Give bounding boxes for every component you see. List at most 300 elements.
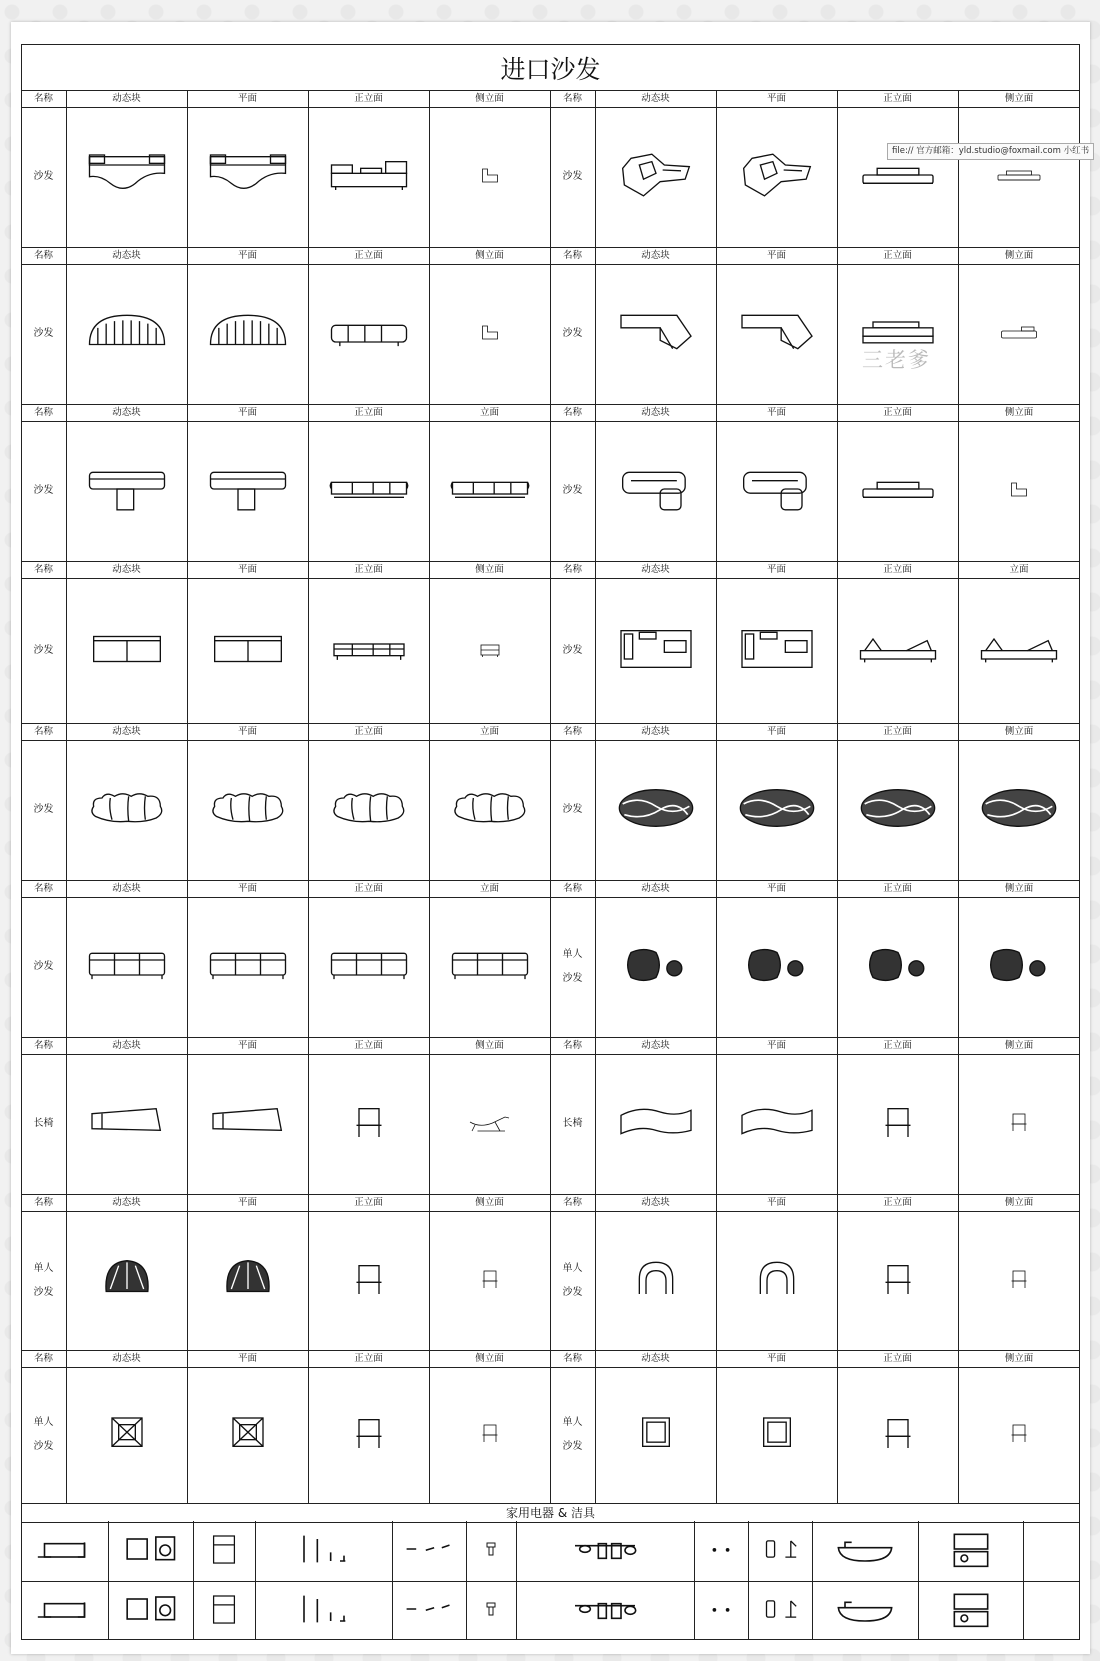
drawing-cell[interactable] xyxy=(429,578,550,723)
column-header: 动态块 xyxy=(112,407,141,418)
drawing-cell[interactable] xyxy=(308,1367,429,1503)
column-header: 名称 xyxy=(33,407,53,418)
low-sofa-side-icon xyxy=(994,160,1044,194)
organic-sofa-plan-icon xyxy=(735,150,819,204)
column-header: 动态块 xyxy=(112,564,141,575)
column-header: 平面 xyxy=(766,1197,786,1208)
drawing-cell[interactable] xyxy=(429,897,550,1037)
column-header: 正立面 xyxy=(883,726,912,737)
chaise-sofa-side-icon xyxy=(994,317,1044,351)
drawing-cell[interactable] xyxy=(716,421,837,561)
drawing-cell[interactable] xyxy=(66,107,187,247)
basin-icon xyxy=(825,1589,905,1633)
drawing-cell[interactable] xyxy=(716,897,837,1037)
urinal-icon xyxy=(699,1529,743,1573)
cloud-sofa-front-icon xyxy=(327,783,411,837)
column-header: 侧立面 xyxy=(1004,93,1034,104)
refrigerator-icon xyxy=(198,1589,250,1633)
undefined xyxy=(1028,1529,1075,1573)
cube-chair-plan-icon xyxy=(735,1408,819,1462)
drawing-cell[interactable] xyxy=(595,578,716,723)
shell-chair-plan-icon xyxy=(85,1254,169,1308)
platform-sofa-plan-icon xyxy=(735,624,819,678)
column-header: 动态块 xyxy=(641,250,670,261)
column-header: 正立面 xyxy=(354,250,383,261)
appliance-cell[interactable] xyxy=(255,1582,392,1640)
appliance-cell[interactable] xyxy=(516,1521,694,1581)
column-header: 名称 xyxy=(33,93,53,104)
column-header: 动态块 xyxy=(641,93,670,104)
washing-machine-icon xyxy=(113,1529,188,1573)
appliance-cell[interactable] xyxy=(108,1521,193,1581)
platform-sofa-front-icon xyxy=(856,624,940,678)
watermark: 三老爹 xyxy=(862,348,931,372)
drawing-cell[interactable] xyxy=(308,740,429,880)
column-header: 侧立面 xyxy=(1004,1040,1034,1051)
column-header: 名称 xyxy=(33,883,53,894)
column-header: 立面 xyxy=(479,726,499,737)
sectional-sofa-plan-icon xyxy=(206,464,290,518)
cloud-sofa-plan-icon xyxy=(85,783,169,837)
washing-machine-icon xyxy=(113,1589,188,1633)
drawing-cell[interactable] xyxy=(429,264,550,404)
column-header: 名称 xyxy=(562,564,582,575)
drawing-cell[interactable] xyxy=(958,897,1080,1037)
column-header: 正立面 xyxy=(883,1040,912,1051)
shell-chair-front-icon xyxy=(327,1254,411,1308)
armchair-pouf-side-icon xyxy=(977,940,1061,994)
column-header: 动态块 xyxy=(641,1353,670,1364)
item-name: 沙发 xyxy=(562,804,583,815)
column-header: 正立面 xyxy=(354,1197,383,1208)
drawing-cell[interactable] xyxy=(837,1054,958,1194)
box-sofa-plan-icon xyxy=(85,624,169,678)
column-header: 正立面 xyxy=(883,883,912,894)
three-seat-sofa-plan-icon xyxy=(85,940,169,994)
column-header: 平面 xyxy=(237,1040,257,1051)
column-header: 名称 xyxy=(562,1353,582,1364)
tub-chair-front-icon xyxy=(856,1254,940,1308)
appliance-cell[interactable] xyxy=(392,1582,466,1640)
faucet-icon xyxy=(284,1529,364,1573)
appliance-cell[interactable] xyxy=(193,1582,255,1640)
drawing-cell[interactable] xyxy=(429,421,550,561)
arch-chair-plan-icon xyxy=(614,1254,698,1308)
column-header: 正立面 xyxy=(883,1197,912,1208)
armchair-front-icon xyxy=(856,940,940,994)
item-name: 单人 沙发 xyxy=(33,1417,54,1452)
faucet-icon xyxy=(284,1589,364,1633)
corner-sofa-plan-icon xyxy=(614,464,698,518)
cabinet-icon xyxy=(931,1589,1011,1633)
drawing-cell[interactable] xyxy=(958,1367,1080,1503)
item-name: 沙发 xyxy=(562,171,583,182)
column-header: 侧立面 xyxy=(475,250,504,261)
drawing-cell[interactable] xyxy=(308,107,429,247)
drawing-cell[interactable] xyxy=(595,1054,716,1194)
chair-front-icon xyxy=(327,1097,411,1151)
appliance-cell[interactable] xyxy=(812,1582,918,1640)
appliance-cell[interactable] xyxy=(392,1521,466,1581)
drawing-cell[interactable] xyxy=(837,897,958,1037)
appliance-cell[interactable] xyxy=(1023,1582,1080,1640)
shower-icon xyxy=(397,1529,461,1573)
drawing-cell[interactable] xyxy=(308,264,429,404)
drawing-cell[interactable] xyxy=(308,1054,429,1194)
drawing-cell[interactable] xyxy=(958,740,1080,880)
appliance-cell[interactable] xyxy=(193,1521,255,1581)
file-tooltip: file:// 官方邮箱：yld.studio@foxmail.com 小红书 xyxy=(887,143,1094,160)
drawing-cell[interactable] xyxy=(429,1054,550,1194)
corner-sofa-plan-icon xyxy=(735,464,819,518)
drawing-cell[interactable] xyxy=(187,1211,308,1350)
chaise-longue-plan-icon xyxy=(206,1097,290,1151)
drawing-cell[interactable] xyxy=(958,421,1080,561)
curved-sofa-plan-icon xyxy=(206,307,290,361)
chaise-sofa-plan-icon xyxy=(614,307,698,361)
column-header: 动态块 xyxy=(641,564,670,575)
item-name: 单人 沙发 xyxy=(33,1262,54,1298)
drawing-cell[interactable] xyxy=(837,421,958,561)
column-header: 正立面 xyxy=(354,93,383,104)
column-header: 名称 xyxy=(562,726,582,737)
sectional-sofa-front-icon xyxy=(448,464,532,518)
drawing-cell[interactable] xyxy=(837,740,958,880)
drawing-cell[interactable] xyxy=(66,897,187,1037)
undefined xyxy=(1028,1589,1075,1633)
column-header: 正立面 xyxy=(883,93,912,104)
lounge-chair-front-icon xyxy=(327,1408,411,1462)
drawing-cell[interactable] xyxy=(595,740,716,880)
column-header: 立面 xyxy=(479,883,499,894)
three-seat-sofa-front-icon xyxy=(448,940,532,994)
column-header: 平面 xyxy=(766,1353,786,1364)
column-header: 名称 xyxy=(562,407,582,418)
column-header: 正立面 xyxy=(354,407,383,418)
drawing-cell[interactable] xyxy=(958,1211,1080,1350)
column-header: 名称 xyxy=(33,1040,53,1051)
column-header: 动态块 xyxy=(641,407,670,418)
column-header: 动态块 xyxy=(112,1040,141,1051)
shower-icon xyxy=(397,1589,461,1633)
chaise-longue-plan-icon xyxy=(85,1097,169,1151)
column-header: 平面 xyxy=(766,250,786,261)
item-name: 单人 沙发 xyxy=(562,1417,583,1452)
sofa-side-icon xyxy=(994,474,1044,508)
item-name: 沙发 xyxy=(33,328,54,339)
sink-icon xyxy=(565,1589,645,1633)
drawing-cell[interactable] xyxy=(187,107,308,247)
column-header: 名称 xyxy=(562,1197,582,1208)
shell-chair-side-icon xyxy=(465,1264,515,1298)
cube-chair-front-icon xyxy=(856,1408,940,1462)
column-header: 平面 xyxy=(237,250,257,261)
drawing-cell[interactable] xyxy=(66,578,187,723)
item-name: 沙发 xyxy=(33,644,54,656)
three-seat-sofa-front-icon xyxy=(327,940,411,994)
column-header: 立面 xyxy=(1009,564,1029,575)
column-header: 平面 xyxy=(766,564,786,575)
column-header: 名称 xyxy=(33,250,53,261)
item-name: 沙发 xyxy=(562,328,583,339)
platform-sofa-front-icon xyxy=(977,624,1061,678)
column-header: 名称 xyxy=(562,250,582,261)
drawing-cell[interactable] xyxy=(429,740,550,880)
drawing-cell[interactable] xyxy=(308,1211,429,1350)
appliance-cell[interactable] xyxy=(21,1582,108,1640)
appliances-title: 家用电器 & 洁具 xyxy=(21,1503,1080,1523)
column-header: 立面 xyxy=(479,407,499,418)
column-header: 侧立面 xyxy=(1004,407,1034,418)
bathtub-icon xyxy=(753,1589,807,1633)
lounge-chair-plan-icon xyxy=(85,1408,169,1462)
three-seat-sofa-plan-icon xyxy=(206,940,290,994)
drawing-cell[interactable] xyxy=(716,264,837,404)
drawing-cell[interactable] xyxy=(716,107,837,247)
appliance-cell[interactable] xyxy=(466,1521,516,1581)
tv-icon xyxy=(26,1589,103,1633)
drawing-cell[interactable] xyxy=(66,1367,187,1503)
drawing-cell[interactable] xyxy=(837,578,958,723)
column-header: 正立面 xyxy=(354,1040,383,1051)
drawing-cell[interactable] xyxy=(66,1211,187,1350)
appliance-cell[interactable] xyxy=(748,1521,812,1581)
column-header: 平面 xyxy=(766,93,786,104)
item-name: 单人 沙发 xyxy=(562,1262,583,1298)
arch-chair-plan-icon xyxy=(735,1254,819,1308)
drawing-cell[interactable] xyxy=(716,740,837,880)
sectional-sofa-plan-icon xyxy=(85,464,169,518)
column-header: 平面 xyxy=(766,407,786,418)
drawing-cell[interactable] xyxy=(308,578,429,723)
column-header: 正立面 xyxy=(883,250,912,261)
drawing-cell[interactable] xyxy=(66,740,187,880)
cloud-sofa-plan-icon xyxy=(206,783,290,837)
column-header: 名称 xyxy=(562,1040,582,1051)
column-header: 动态块 xyxy=(641,726,670,737)
item-name: 沙发 xyxy=(562,485,583,496)
knot-sofa-plan-icon xyxy=(614,783,698,837)
drawing-cell[interactable] xyxy=(429,107,550,247)
armchair-pouf-plan-icon xyxy=(735,940,819,994)
tv-icon xyxy=(26,1529,103,1573)
drawing-cell[interactable] xyxy=(308,897,429,1037)
item-name: 沙发 xyxy=(562,644,583,656)
column-header: 侧立面 xyxy=(475,1353,504,1364)
column-header: 侧立面 xyxy=(475,93,504,104)
appliance-cell[interactable] xyxy=(1023,1521,1080,1581)
bench-front-icon xyxy=(856,1097,940,1151)
appliance-cell[interactable] xyxy=(255,1521,392,1581)
drawing-cell[interactable] xyxy=(187,1054,308,1194)
appliance-cell[interactable] xyxy=(812,1521,918,1581)
drawing-cell[interactable] xyxy=(716,1367,837,1503)
box-sofa-front-icon xyxy=(327,624,411,678)
toilet-icon xyxy=(471,1529,511,1573)
box-sofa-plan-icon xyxy=(206,624,290,678)
column-header: 侧立面 xyxy=(1004,883,1034,894)
appliance-cell[interactable] xyxy=(466,1582,516,1640)
drawing-cell[interactable] xyxy=(187,578,308,723)
organic-sofa-plan-icon xyxy=(614,150,698,204)
column-header: 平面 xyxy=(766,883,786,894)
column-header: 侧立面 xyxy=(475,1197,504,1208)
column-header: 动态块 xyxy=(112,883,141,894)
appliance-cell[interactable] xyxy=(108,1582,193,1640)
column-header: 正立面 xyxy=(883,1353,912,1364)
drawing-cell[interactable] xyxy=(716,1211,837,1350)
urinal-icon xyxy=(699,1589,743,1633)
column-header: 名称 xyxy=(33,1197,53,1208)
basin-icon xyxy=(825,1529,905,1573)
column-header: 动态块 xyxy=(112,1197,141,1208)
drawing-cell[interactable] xyxy=(187,264,308,404)
cabinet-icon xyxy=(931,1529,1011,1573)
modular-sofa-plan-icon xyxy=(206,150,290,204)
bathtub-icon xyxy=(753,1529,807,1573)
low-sofa-front-icon xyxy=(856,464,940,518)
appliance-cell[interactable] xyxy=(748,1582,812,1640)
cube-chair-plan-icon xyxy=(614,1408,698,1462)
shell-chair-plan-icon xyxy=(206,1254,290,1308)
appliance-cell[interactable] xyxy=(694,1582,748,1640)
column-header: 名称 xyxy=(562,93,582,104)
column-header: 动态块 xyxy=(112,726,141,737)
drawing-cell[interactable] xyxy=(187,421,308,561)
item-name: 单人 沙发 xyxy=(562,949,583,984)
chaise-sofa-plan-icon xyxy=(735,307,819,361)
modular-sofa-front-icon xyxy=(327,150,411,204)
drawing-cell[interactable] xyxy=(308,421,429,561)
item-name: 沙发 xyxy=(33,961,54,972)
drawing-cell[interactable] xyxy=(837,1367,958,1503)
drawing-cell[interactable] xyxy=(595,1211,716,1350)
sofa-side-icon xyxy=(465,317,515,351)
tub-chair-side-icon xyxy=(994,1264,1044,1298)
knot-sofa-plan-icon xyxy=(735,783,819,837)
column-header: 侧立面 xyxy=(475,564,504,575)
lounge-chair-plan-icon xyxy=(206,1408,290,1462)
lounge-chair-side-icon xyxy=(465,1418,515,1452)
column-header: 侧立面 xyxy=(475,1040,504,1051)
column-header: 平面 xyxy=(766,726,786,737)
column-header: 平面 xyxy=(237,93,257,104)
drawing-cell[interactable] xyxy=(837,107,958,247)
drawing-cell[interactable] xyxy=(958,107,1080,247)
curved-sofa-front-icon xyxy=(327,307,411,361)
drawing-cell[interactable] xyxy=(429,1367,550,1503)
column-header: 动态块 xyxy=(112,1353,141,1364)
item-name: 长椅 xyxy=(562,1118,583,1129)
toilet-icon xyxy=(471,1589,511,1633)
drawing-cell[interactable] xyxy=(187,897,308,1037)
knot-sofa-side-icon xyxy=(977,783,1061,837)
drawing-cell[interactable] xyxy=(595,1367,716,1503)
item-name: 长椅 xyxy=(33,1118,54,1129)
item-name: 沙发 xyxy=(33,804,54,815)
drawing-cell[interactable] xyxy=(958,264,1080,404)
column-header: 正立面 xyxy=(354,1353,383,1364)
modular-sofa-plan-icon xyxy=(85,150,169,204)
drawing-cell[interactable] xyxy=(595,421,716,561)
column-header: 正立面 xyxy=(883,407,912,418)
appliance-cell[interactable] xyxy=(21,1521,108,1581)
page-title: 进口沙发 xyxy=(21,45,1080,91)
sectional-sofa-front-icon xyxy=(327,464,411,518)
column-header: 正立面 xyxy=(354,883,383,894)
drawing-cell[interactable] xyxy=(187,740,308,880)
column-header: 平面 xyxy=(237,726,257,737)
curved-sofa-plan-icon xyxy=(85,307,169,361)
wave-bench-plan-icon xyxy=(735,1097,819,1151)
item-name: 沙发 xyxy=(33,171,54,182)
drawing-cell[interactable] xyxy=(837,264,958,404)
drawing-cell[interactable] xyxy=(66,1054,187,1194)
column-header: 平面 xyxy=(237,564,257,575)
drawing-cell[interactable] xyxy=(595,264,716,404)
box-sofa-side-icon xyxy=(465,634,515,668)
platform-sofa-plan-icon xyxy=(614,624,698,678)
appliance-cell[interactable] xyxy=(918,1582,1023,1640)
drawing-cell[interactable] xyxy=(716,578,837,723)
drawing-cell[interactable] xyxy=(595,107,716,247)
appliance-cell[interactable] xyxy=(694,1521,748,1581)
drawing-cell[interactable] xyxy=(595,897,716,1037)
appliance-cell[interactable] xyxy=(516,1582,694,1640)
refrigerator-icon xyxy=(198,1529,250,1573)
cloud-sofa-front-icon xyxy=(448,783,532,837)
chair-side-icon xyxy=(994,1107,1044,1141)
column-header: 平面 xyxy=(237,1353,257,1364)
knot-sofa-front-icon xyxy=(856,783,940,837)
column-header: 侧立面 xyxy=(1004,1353,1034,1364)
drawing-cell[interactable] xyxy=(958,578,1080,723)
item-name: 沙发 xyxy=(33,485,54,496)
column-header: 平面 xyxy=(237,407,257,418)
appliance-cell[interactable] xyxy=(918,1521,1023,1581)
armchair-pouf-plan-icon xyxy=(614,940,698,994)
drawing-cell[interactable] xyxy=(429,1211,550,1350)
column-header: 名称 xyxy=(33,726,53,737)
column-header: 正立面 xyxy=(354,564,383,575)
column-header: 平面 xyxy=(766,1040,786,1051)
drawing-cell[interactable] xyxy=(66,421,187,561)
column-header: 平面 xyxy=(237,883,257,894)
column-header: 名称 xyxy=(33,1353,53,1364)
column-header: 平面 xyxy=(237,1197,257,1208)
column-header: 动态块 xyxy=(641,1197,670,1208)
drawing-cell[interactable] xyxy=(837,1211,958,1350)
column-header: 动态块 xyxy=(112,250,141,261)
drawing-cell[interactable] xyxy=(716,1054,837,1194)
chaise-longue-side-icon xyxy=(465,1107,515,1141)
column-header: 名称 xyxy=(33,564,53,575)
column-header: 动态块 xyxy=(112,93,141,104)
column-header: 名称 xyxy=(562,883,582,894)
drawing-cell[interactable] xyxy=(187,1367,308,1503)
drawing-cell[interactable] xyxy=(958,1054,1080,1194)
column-header: 侧立面 xyxy=(1004,726,1034,737)
column-header: 侧立面 xyxy=(1004,250,1034,261)
sofa-side-icon xyxy=(465,160,515,194)
drawing-cell[interactable] xyxy=(66,264,187,404)
column-header: 侧立面 xyxy=(1004,1197,1034,1208)
sink-icon xyxy=(565,1529,645,1573)
cube-chair-side-icon xyxy=(994,1418,1044,1452)
column-header: 正立面 xyxy=(883,564,912,575)
wave-bench-plan-icon xyxy=(614,1097,698,1151)
column-header: 动态块 xyxy=(641,1040,670,1051)
